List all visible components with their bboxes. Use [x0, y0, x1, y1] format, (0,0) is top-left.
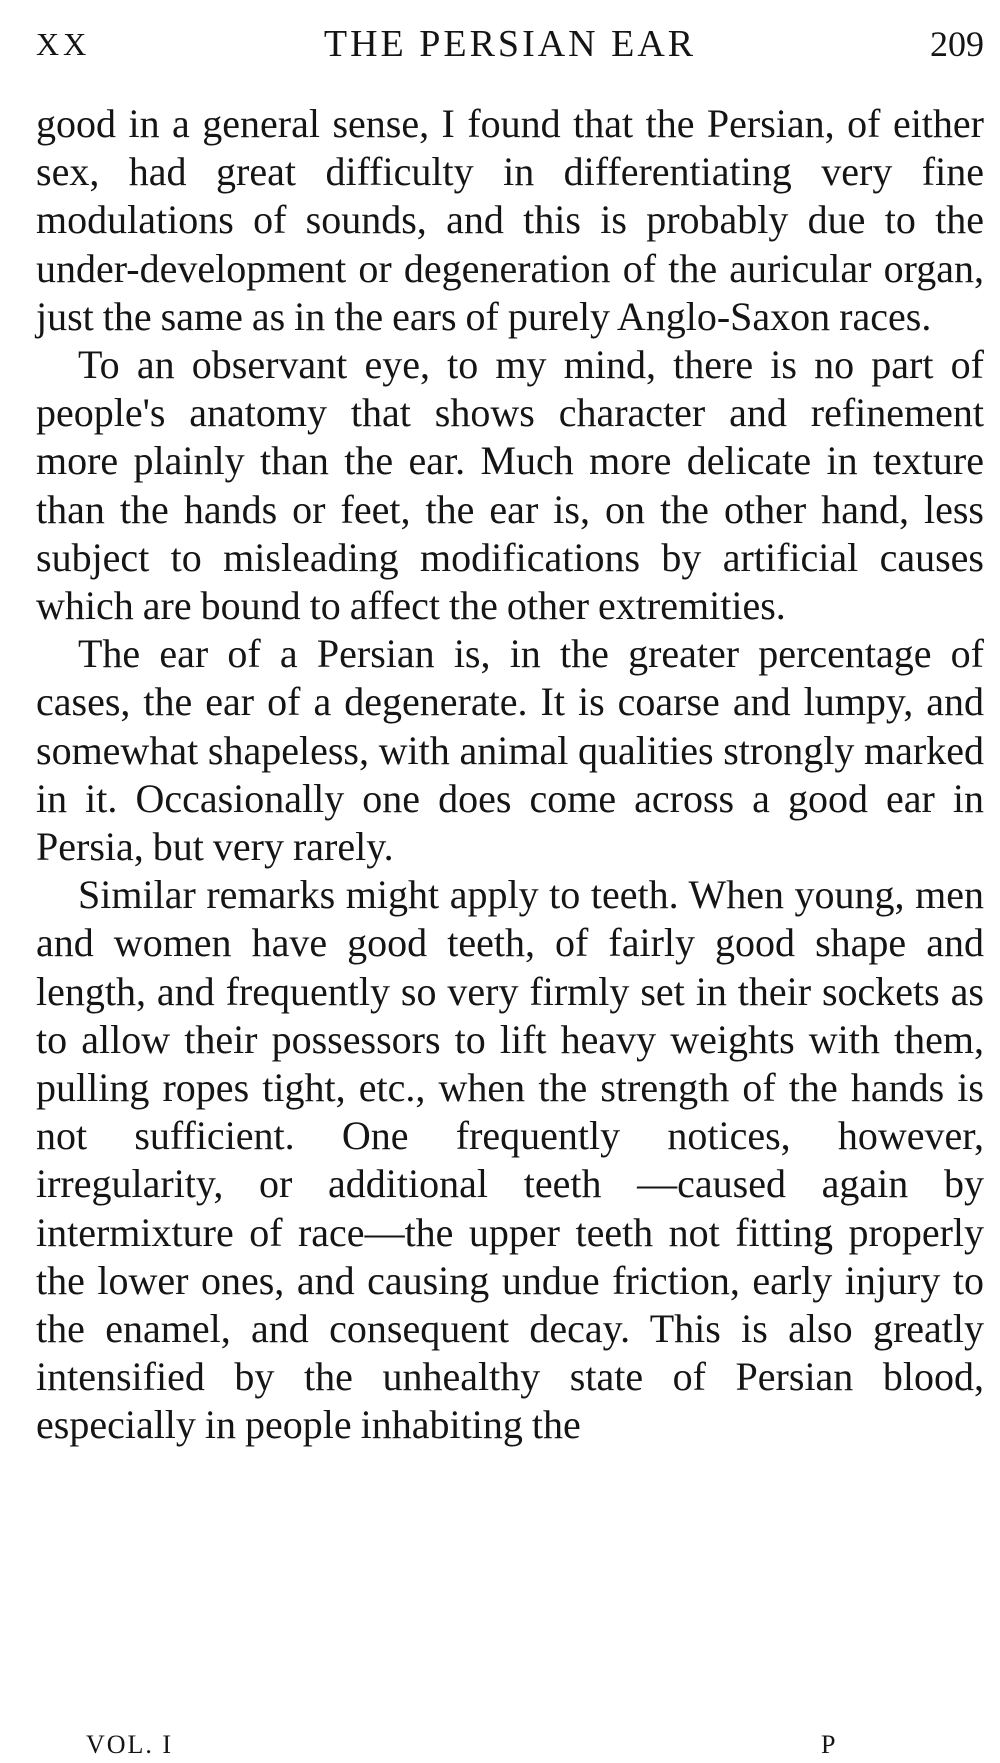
running-title: THE PERSIAN EAR: [323, 23, 697, 65]
paragraph-3: The ear of a Persian is, in the greater percentage of cases, the ear of a degenerate. It is coarse and lumpy, and somewhat shapeless, with animal qualities strongly marked in it. Occasionally one does come across a good ear in Persia, but very rarely.: [36, 631, 984, 870]
paragraph-2: To an observant eye, to my mind, there is no part of people's anatomy that shows character and refinement more plainly than the ear. Much more delicate in texture than the hands or feet, the ear is, on the other hand, less subject to misleading modifications by artificial causes which are bound to affect the other extremities.: [36, 342, 984, 629]
signature-mark: P: [821, 1730, 838, 1759]
body-text: [36, 100, 984, 1450]
chapter-number: XX: [36, 26, 91, 62]
volume-marker: VOL. I: [86, 1730, 174, 1759]
paragraph-4: Similar remarks might apply to teeth. When young, men and women have good teeth, of fairly good shape and length, and frequently so very firmly set in their sockets as to allow their possessors to lift heavy weights with them, pulling ropes tight, etc., when the strength of the hands is not sufficient. One frequently notices, however, irregularity, or additional teeth —caused again by intermixture of race—the upper teeth not fitting properly the lower ones, and causing undue friction, early injury to the enamel, and consequent decay. This is also greatly intensified by the unhealthy state of Persian blood, especially in people inhabiting the: [36, 872, 984, 1448]
page-header: [36, 14, 984, 74]
page-number: 209: [930, 24, 984, 64]
paragraph-1: good in a general sense, I found that the Persian, of either sex, had great difficulty in differentiating very fine modulations of sounds, and this is probably due to the under-development or degeneration of the auricular organ, just the same as in the ears of purely Anglo-Saxon races.: [36, 101, 984, 339]
page-footer: [36, 1730, 984, 1760]
